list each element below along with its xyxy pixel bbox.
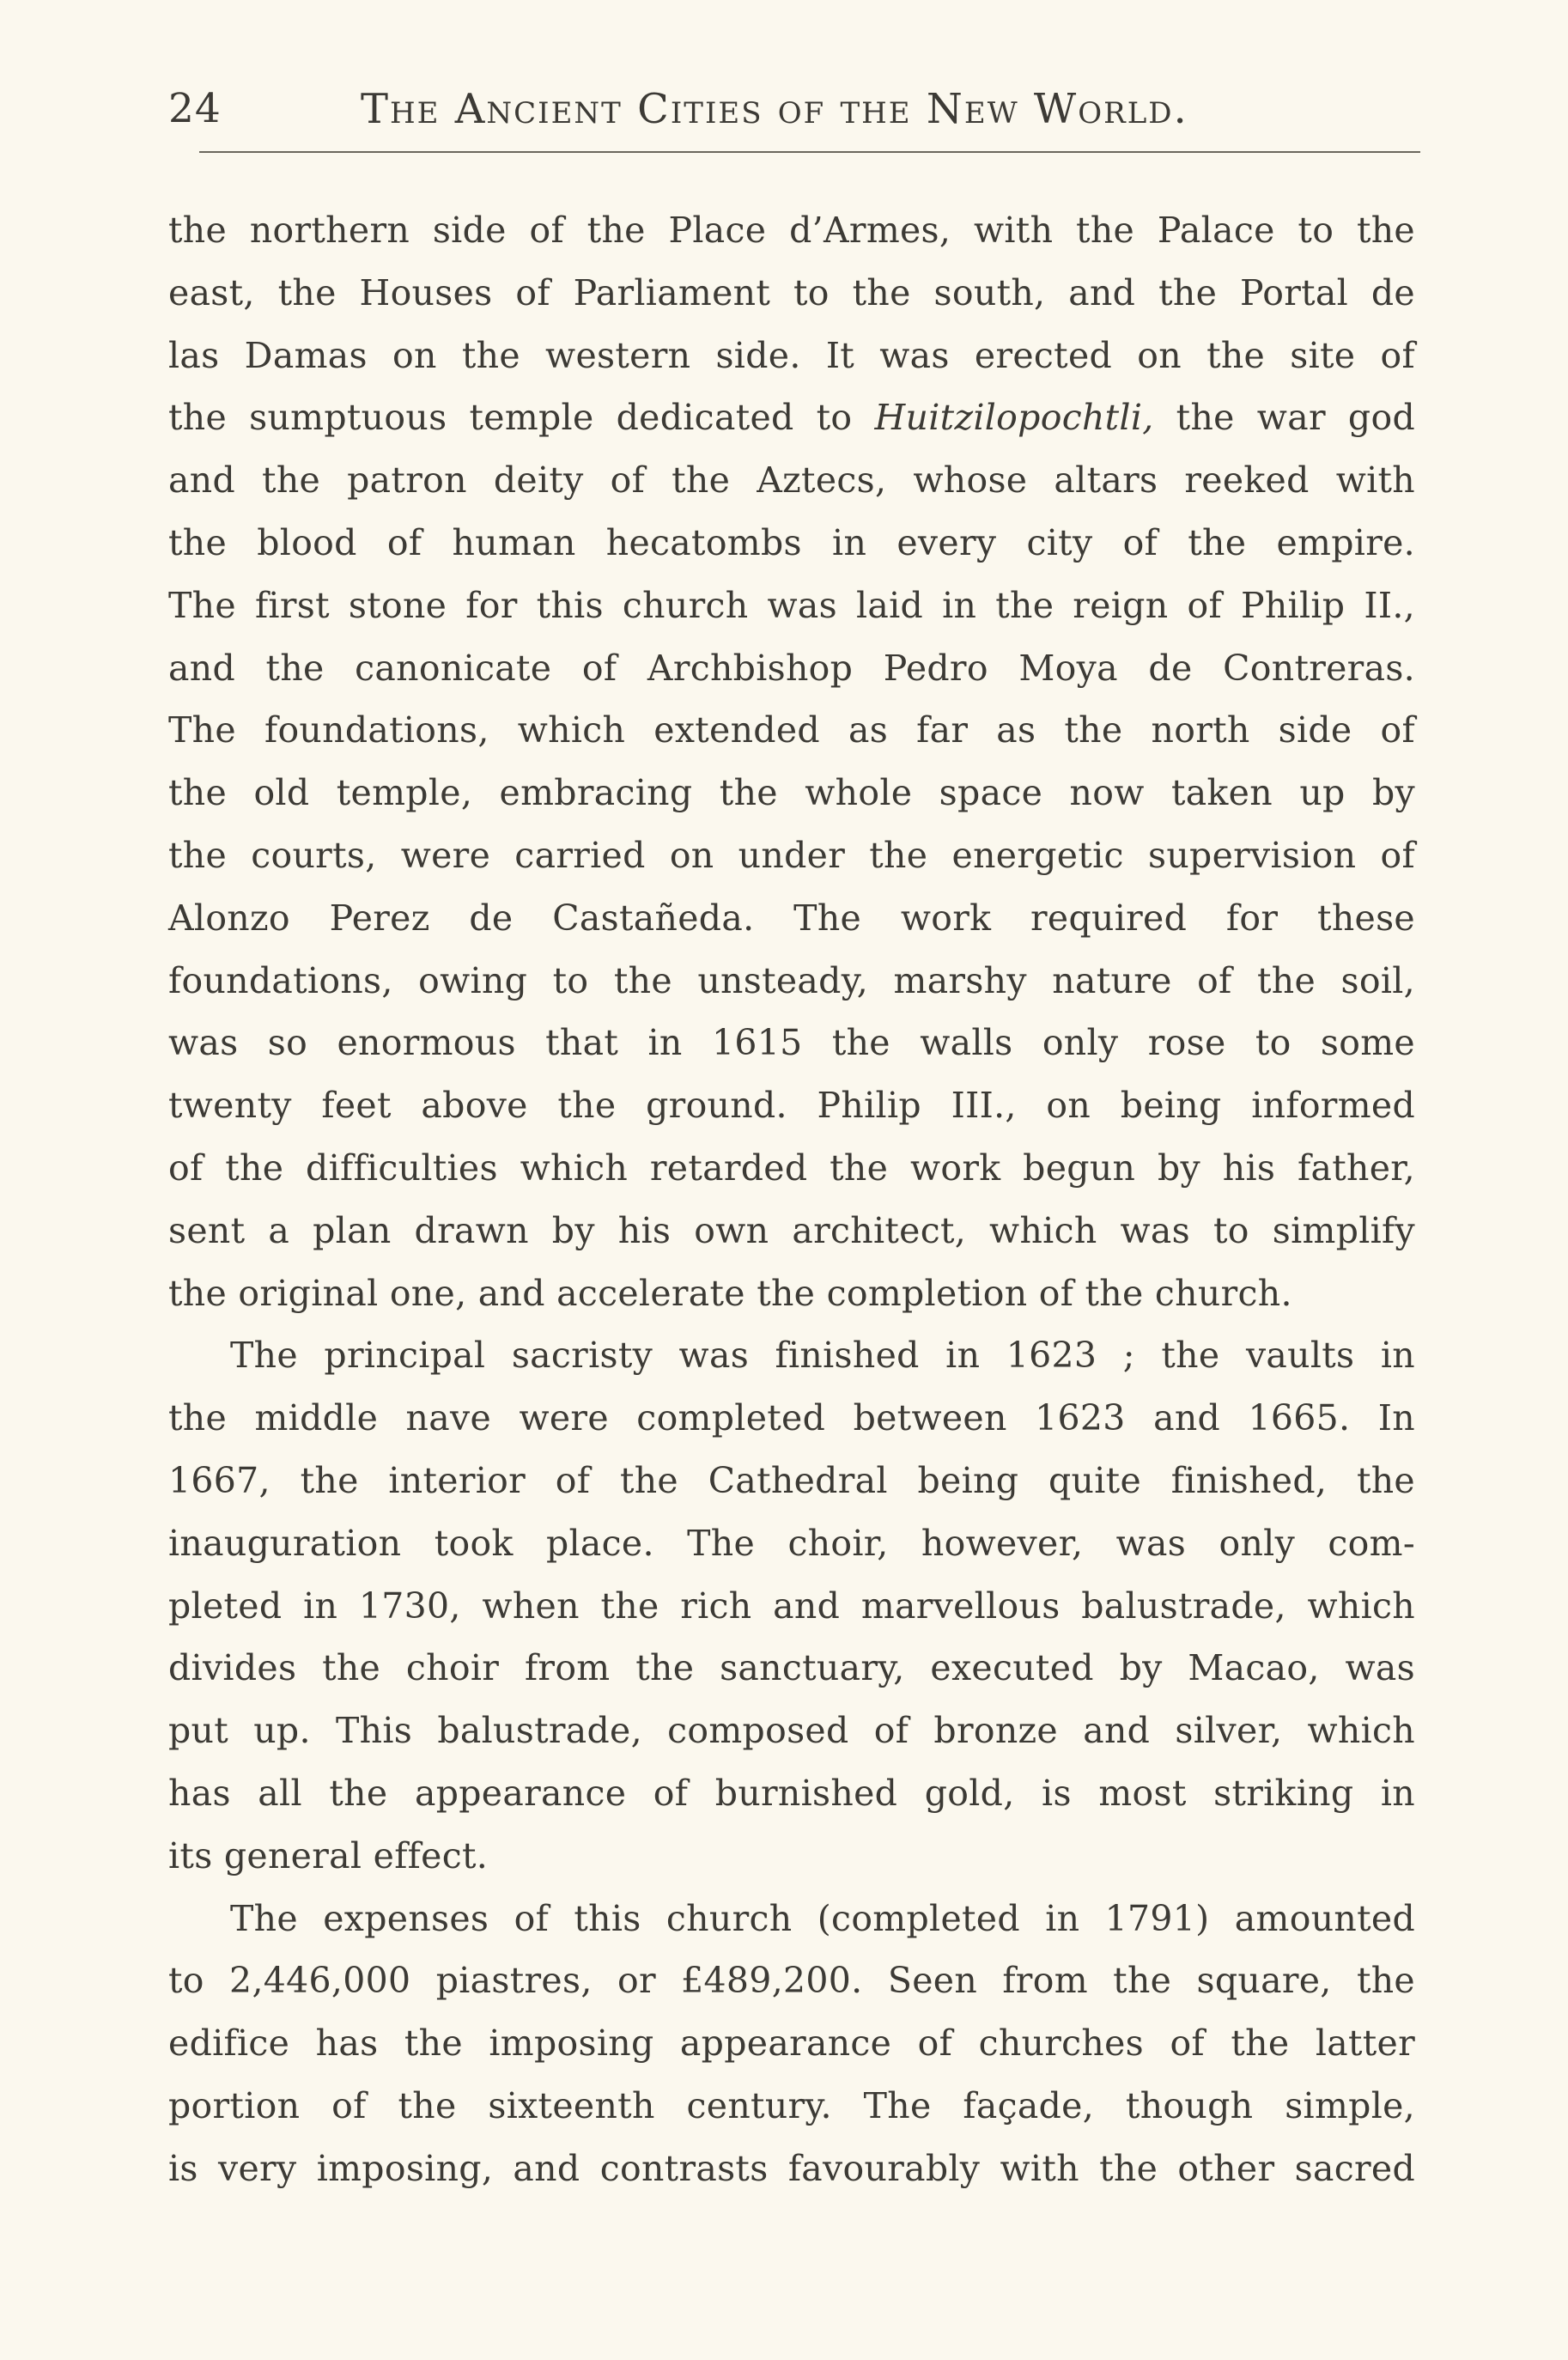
text-line: the northern side of the Place d’Armes, with the Palace to the bbox=[168, 210, 1415, 251]
page-number: 24 bbox=[168, 85, 222, 132]
text-line: inauguration took place. The choir, however, was only com- bbox=[168, 1522, 1415, 1564]
text-line: the courts, were carried on under the energetic supervision of bbox=[168, 834, 1415, 876]
text-line: the middle nave were completed between 1623 and 1665. In bbox=[168, 1397, 1415, 1439]
text-line: The foundations, which extended as far as the north side of bbox=[168, 709, 1415, 751]
body-text bbox=[168, 199, 1415, 2200]
text-segment: the sumptuous temple dedicated to bbox=[168, 397, 875, 439]
text-line: foundations, owing to the unsteady, marshy nature of the soil, bbox=[168, 959, 1415, 1001]
text-line: The principal sacristy was finished in 1623 ; the vaults in bbox=[230, 1335, 1415, 1377]
text-segment: the war god bbox=[1153, 397, 1415, 439]
header-rule bbox=[199, 151, 1420, 153]
text-line: edifice has the imposing appearance of churches of the latter bbox=[168, 2022, 1415, 2065]
text-line: Alonzo Perez de Castañeda. The work required for these bbox=[168, 897, 1415, 939]
text-line: The first stone for this church was laid in the reign of Philip II., bbox=[168, 584, 1415, 626]
text-line: and the patron deity of the Aztecs, whose altars reeked with bbox=[168, 459, 1415, 502]
text-line: 1667, the interior of the Cathedral being quite finished, the bbox=[168, 1459, 1415, 1501]
text-line: the blood of human hecatombs in every city of the empire. bbox=[168, 521, 1415, 563]
text-line: was so enormous that in 1615 the walls only rose to some bbox=[168, 1022, 1415, 1064]
page-header bbox=[0, 79, 1568, 139]
text-line: is very imposing, and contrasts favourably with the other sacred bbox=[168, 2147, 1415, 2189]
text-line: portion of the sixteenth century. The façade, though simple, bbox=[168, 2084, 1415, 2126]
text-line: twenty feet above the ground. Philip III., on being informed bbox=[168, 1085, 1415, 1127]
text-line: las Damas on the western side. It was erected on the site of bbox=[168, 334, 1415, 376]
text-line: has all the appearance of burnished gold, is most striking in bbox=[168, 1772, 1415, 1814]
italic-name: Huitzilopochtli, bbox=[874, 397, 1154, 439]
text-line: of the difficulties which retarded the work begun by his father, bbox=[168, 1147, 1415, 1189]
text-line: the original one, and accelerate the completion of the church. bbox=[168, 1272, 1292, 1314]
text-line: pleted in 1730, when the rich and marvellous balustrade, which bbox=[168, 1584, 1415, 1627]
text-line: The expenses of this church (completed in 1791) amounted bbox=[230, 1897, 1415, 1939]
text-line: sent a plan drawn by his own architect, which was to simplify bbox=[168, 1209, 1415, 1251]
text-line: put up. This balustrade, composed of bronze and silver, which bbox=[168, 1710, 1415, 1752]
text-line: east, the Houses of Parliament to the south, and the Portal de bbox=[168, 271, 1415, 313]
text-line bbox=[168, 386, 1415, 449]
text-line: divides the choir from the sanctuary, executed by Macao, was bbox=[168, 1647, 1415, 1689]
text-line: the old temple, embracing the whole space now taken up by bbox=[168, 772, 1415, 814]
text-line: and the canonicate of Archbishop Pedro Moya de Contreras. bbox=[168, 647, 1415, 689]
text-line: to 2,446,000 piastres, or £489,200. Seen from the square, the bbox=[168, 1960, 1415, 2002]
running-title: The Ancient Cities of the New World. bbox=[361, 85, 1188, 133]
text-line: its general effect. bbox=[168, 1834, 489, 1876]
